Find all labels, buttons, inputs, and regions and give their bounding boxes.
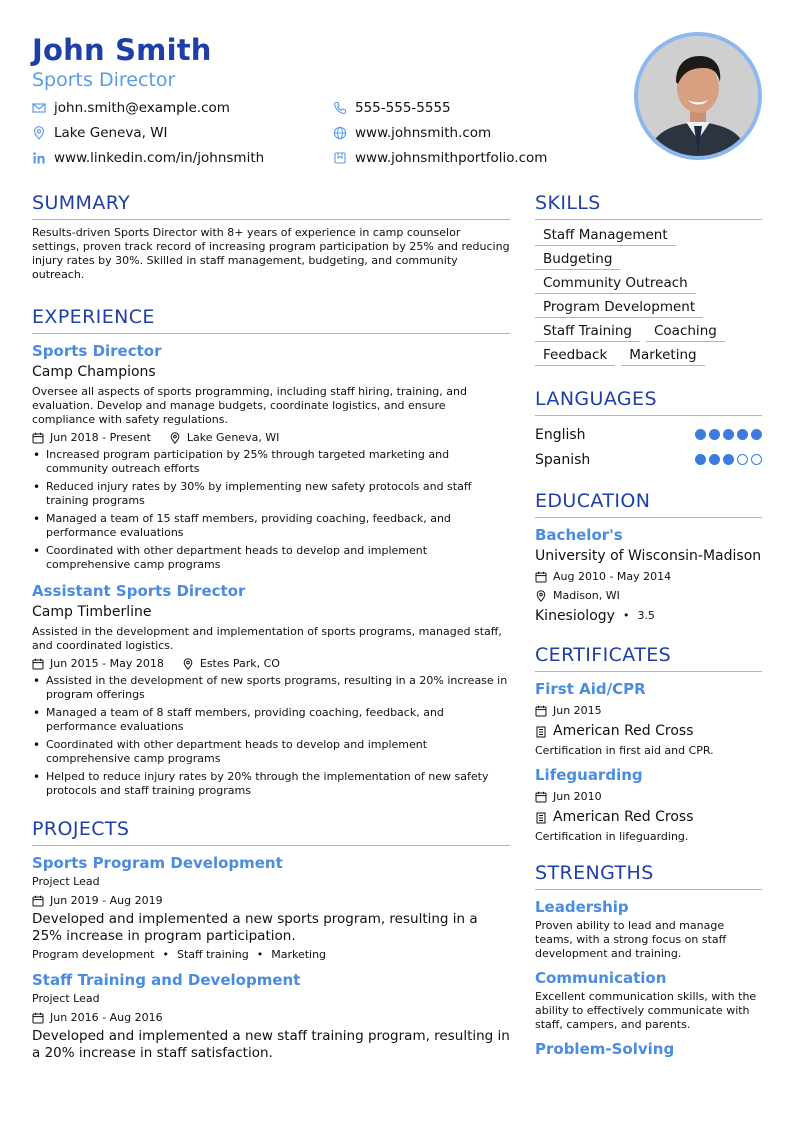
list-item: • Managed a team of 15 staff members, providing coaching, feedback, and performance evaluations	[32, 512, 510, 540]
job-bullets	[32, 448, 510, 572]
certificate-issuer-row	[535, 722, 762, 741]
language-level-dots	[692, 454, 762, 465]
project-dates: Jun 2016 - Aug 2016	[50, 1011, 163, 1024]
job-company: Camp Champions	[32, 364, 156, 380]
certificate-item	[535, 764, 762, 844]
calendar-icon	[32, 1012, 44, 1024]
certificate-issuer: American Red Cross	[553, 723, 694, 739]
education-dates: Aug 2010 - May 2014	[553, 570, 672, 583]
education-field-row: Kinesiology • 3.5	[535, 608, 655, 624]
certificate-date-row	[535, 703, 762, 719]
project-meta	[32, 893, 510, 909]
certificate-issuer-row	[535, 808, 762, 827]
contact-linkedin[interactable]	[32, 148, 264, 168]
contact-phone[interactable]	[333, 98, 451, 118]
contact-website[interactable]	[333, 123, 491, 143]
resume-header	[32, 32, 762, 172]
list-item: • Helped to reduce injury rates by 20% through the implementation of new safety protocols and staff training programs	[32, 770, 510, 798]
languages-section	[535, 386, 762, 472]
project-meta	[32, 1010, 510, 1026]
website-text: www.johnsmith.com	[355, 125, 492, 141]
list-item: • Coordinated with other department heads to develop and implement comprehensive camp programs	[32, 738, 510, 766]
list-item: • Managed a team of 8 staff members, providing coaching, feedback, and performance evaluations	[32, 706, 510, 734]
level-dot-filled	[695, 429, 706, 440]
education-school: University of Wisconsin-Madison	[535, 548, 762, 564]
language-name: Spanish	[535, 451, 591, 468]
project-item	[32, 969, 510, 1062]
skill-tag: Program Development	[535, 298, 703, 318]
location-text: Lake Geneva, WI	[54, 125, 168, 141]
avatar-illustration	[638, 36, 758, 156]
certificate-date: Jun 2010	[553, 790, 602, 803]
certificates-heading: CERTIFICATES	[535, 642, 762, 672]
project-title: Sports Program Development	[32, 854, 283, 872]
left-column	[32, 190, 510, 1076]
strength-name: Leadership	[535, 898, 629, 916]
linkedin-icon	[32, 151, 46, 165]
education-section	[535, 488, 762, 626]
skills-section	[535, 190, 762, 370]
linkedin-text: www.linkedin.com/in/johnsmith	[54, 150, 265, 166]
strength-name: Problem-Solving	[535, 1040, 675, 1058]
job-title: Sports Director	[32, 342, 162, 360]
skill-tag: Coaching	[646, 322, 725, 342]
calendar-icon	[535, 705, 547, 717]
language-row	[535, 447, 762, 472]
phone-icon	[333, 101, 347, 115]
summary-text: Results-driven Sports Director with 8+ years of experience in camp counselor settings, proven track record of increasing program participation by 25% and reducing injury rates by 30%. Skilled in staff management, budgeting, and community outreach.	[32, 226, 510, 281]
project-tags: Program development • Staff training • Marketing	[32, 948, 327, 961]
education-gpa: 3.5	[637, 609, 655, 622]
certificate-name: First Aid/CPR	[535, 680, 646, 698]
strengths-section	[535, 860, 762, 1060]
contact-email[interactable]	[32, 98, 230, 118]
contact-location	[32, 123, 168, 143]
job-dates: Jun 2018 - Present	[50, 431, 151, 444]
portfolio-icon	[333, 151, 347, 165]
email-text: john.smith@example.com	[54, 100, 230, 116]
job-meta	[32, 656, 510, 672]
globe-icon	[333, 126, 347, 140]
job-title: Assistant Sports Director	[32, 582, 246, 600]
summary-heading: SUMMARY	[32, 190, 510, 220]
contact-portfolio[interactable]	[333, 148, 547, 168]
job-location: Estes Park, CO	[199, 657, 280, 670]
job-dates: Jun 2015 - May 2018	[50, 657, 164, 670]
list-item: • Reduced injury rates by 30% by implementing new safety protocols and staff training programs	[32, 480, 510, 508]
project-title: Staff Training and Development	[32, 971, 301, 989]
education-field: Kinesiology	[535, 608, 615, 624]
job-location: Lake Geneva, WI	[186, 431, 280, 444]
list-item: • Coordinated with other department heads to develop and implement comprehensive camp programs	[32, 544, 510, 572]
project-description: Developed and implemented a new staff training program, resulting in a 20% increase in staff satisfaction.	[32, 1028, 510, 1061]
job-description: Oversee all aspects of sports programming, including staff hiring, training, and evaluation. Develop and manage budgets, coordinate logistics, and ensure compliance with safety regulations.	[32, 385, 467, 426]
experience-item	[32, 580, 510, 798]
job-description: Assisted in the development and implementation of sports programs, managed staff, and coordinated logistics.	[32, 625, 502, 652]
skills-heading: SKILLS	[535, 190, 762, 220]
certificate-date: Jun 2015	[553, 704, 602, 717]
skill-tag: Budgeting	[535, 250, 620, 270]
strengths-heading: STRENGTHS	[535, 860, 762, 890]
experience-item	[32, 340, 510, 572]
language-row	[535, 422, 762, 447]
strength-description: Proven ability to lead and manage teams, with a strong focus on staff development and training.	[535, 919, 727, 960]
experience-heading: EXPERIENCE	[32, 304, 510, 334]
certificate-issuer: American Red Cross	[553, 809, 694, 825]
job-bullets	[32, 674, 510, 798]
job-company: Camp Timberline	[32, 604, 152, 620]
calendar-icon	[32, 895, 44, 907]
level-dot-filled	[709, 429, 720, 440]
certificates-section	[535, 642, 762, 844]
strength-item	[535, 1038, 762, 1060]
level-dot-filled	[737, 429, 748, 440]
experience-section	[32, 304, 510, 798]
strength-description: Excellent communication skills, with the ability to effectively communicate with staff, campers, and parents.	[535, 990, 757, 1031]
project-role: Project Lead	[32, 875, 100, 888]
project-role: Project Lead	[32, 992, 100, 1005]
languages-heading: LANGUAGES	[535, 386, 762, 416]
level-dot-filled	[695, 454, 706, 465]
calendar-icon	[32, 658, 44, 670]
certificate-item	[535, 678, 762, 758]
profile-photo	[634, 32, 762, 160]
skills-list	[535, 226, 762, 370]
skill-tag: Community Outreach	[535, 274, 696, 294]
location-pin-icon	[32, 126, 46, 140]
project-dates: Jun 2019 - Aug 2019	[50, 894, 163, 907]
calendar-icon	[535, 571, 547, 583]
skill-tag: Marketing	[621, 346, 704, 366]
education-location-row	[535, 588, 762, 604]
education-heading: EDUCATION	[535, 488, 762, 518]
right-column	[535, 190, 762, 1074]
level-dot-filled	[723, 454, 734, 465]
project-tag: Staff training	[176, 948, 249, 961]
education-location: Madison, WI	[553, 589, 620, 602]
skill-tag: Staff Training	[535, 322, 640, 342]
project-description: Developed and implemented a new sports program, resulting in a 25% increase in program participation.	[32, 911, 478, 944]
job-meta	[32, 430, 510, 446]
summary-section	[32, 190, 510, 282]
building-icon	[535, 812, 547, 824]
language-name: English	[535, 426, 586, 443]
list-item: • Assisted in the development of new sports programs, resulting in a 20% increase in program offerings	[32, 674, 510, 702]
level-dot-filled	[709, 454, 720, 465]
level-dot-empty	[737, 454, 748, 465]
strength-name: Communication	[535, 969, 667, 987]
calendar-icon	[535, 791, 547, 803]
certificate-date-row	[535, 789, 762, 805]
level-dot-filled	[751, 429, 762, 440]
skill-tag: Feedback	[535, 346, 615, 366]
phone-text: 555-555-5555	[355, 100, 451, 116]
mail-icon	[32, 101, 46, 115]
certificate-name: Lifeguarding	[535, 766, 643, 784]
candidate-role: Sports Director	[32, 69, 176, 91]
skill-tag: Staff Management	[535, 226, 676, 246]
list-item: • Increased program participation by 25% through targeted marketing and community outreach efforts	[32, 448, 510, 476]
certificate-description: Certification in lifeguarding.	[535, 830, 689, 843]
strength-item	[535, 967, 762, 1032]
education-degree: Bachelor's	[535, 526, 623, 544]
strength-item	[535, 896, 762, 961]
building-icon	[535, 726, 547, 738]
language-level-dots	[692, 429, 762, 440]
calendar-icon	[32, 432, 44, 444]
location-pin-icon	[182, 658, 194, 670]
projects-heading: PROJECTS	[32, 816, 510, 846]
project-tag: Program development	[32, 948, 155, 961]
location-pin-icon	[169, 432, 181, 444]
education-dates-row	[535, 569, 762, 585]
project-tag: Marketing	[271, 948, 327, 961]
projects-section	[32, 816, 510, 1062]
project-item	[32, 852, 510, 963]
portfolio-text: www.johnsmithportfolio.com	[355, 150, 548, 166]
candidate-name: John Smith	[32, 33, 212, 67]
level-dot-filled	[723, 429, 734, 440]
location-pin-icon	[535, 590, 547, 602]
certificate-description: Certification in first aid and CPR.	[535, 744, 714, 757]
level-dot-empty	[751, 454, 762, 465]
